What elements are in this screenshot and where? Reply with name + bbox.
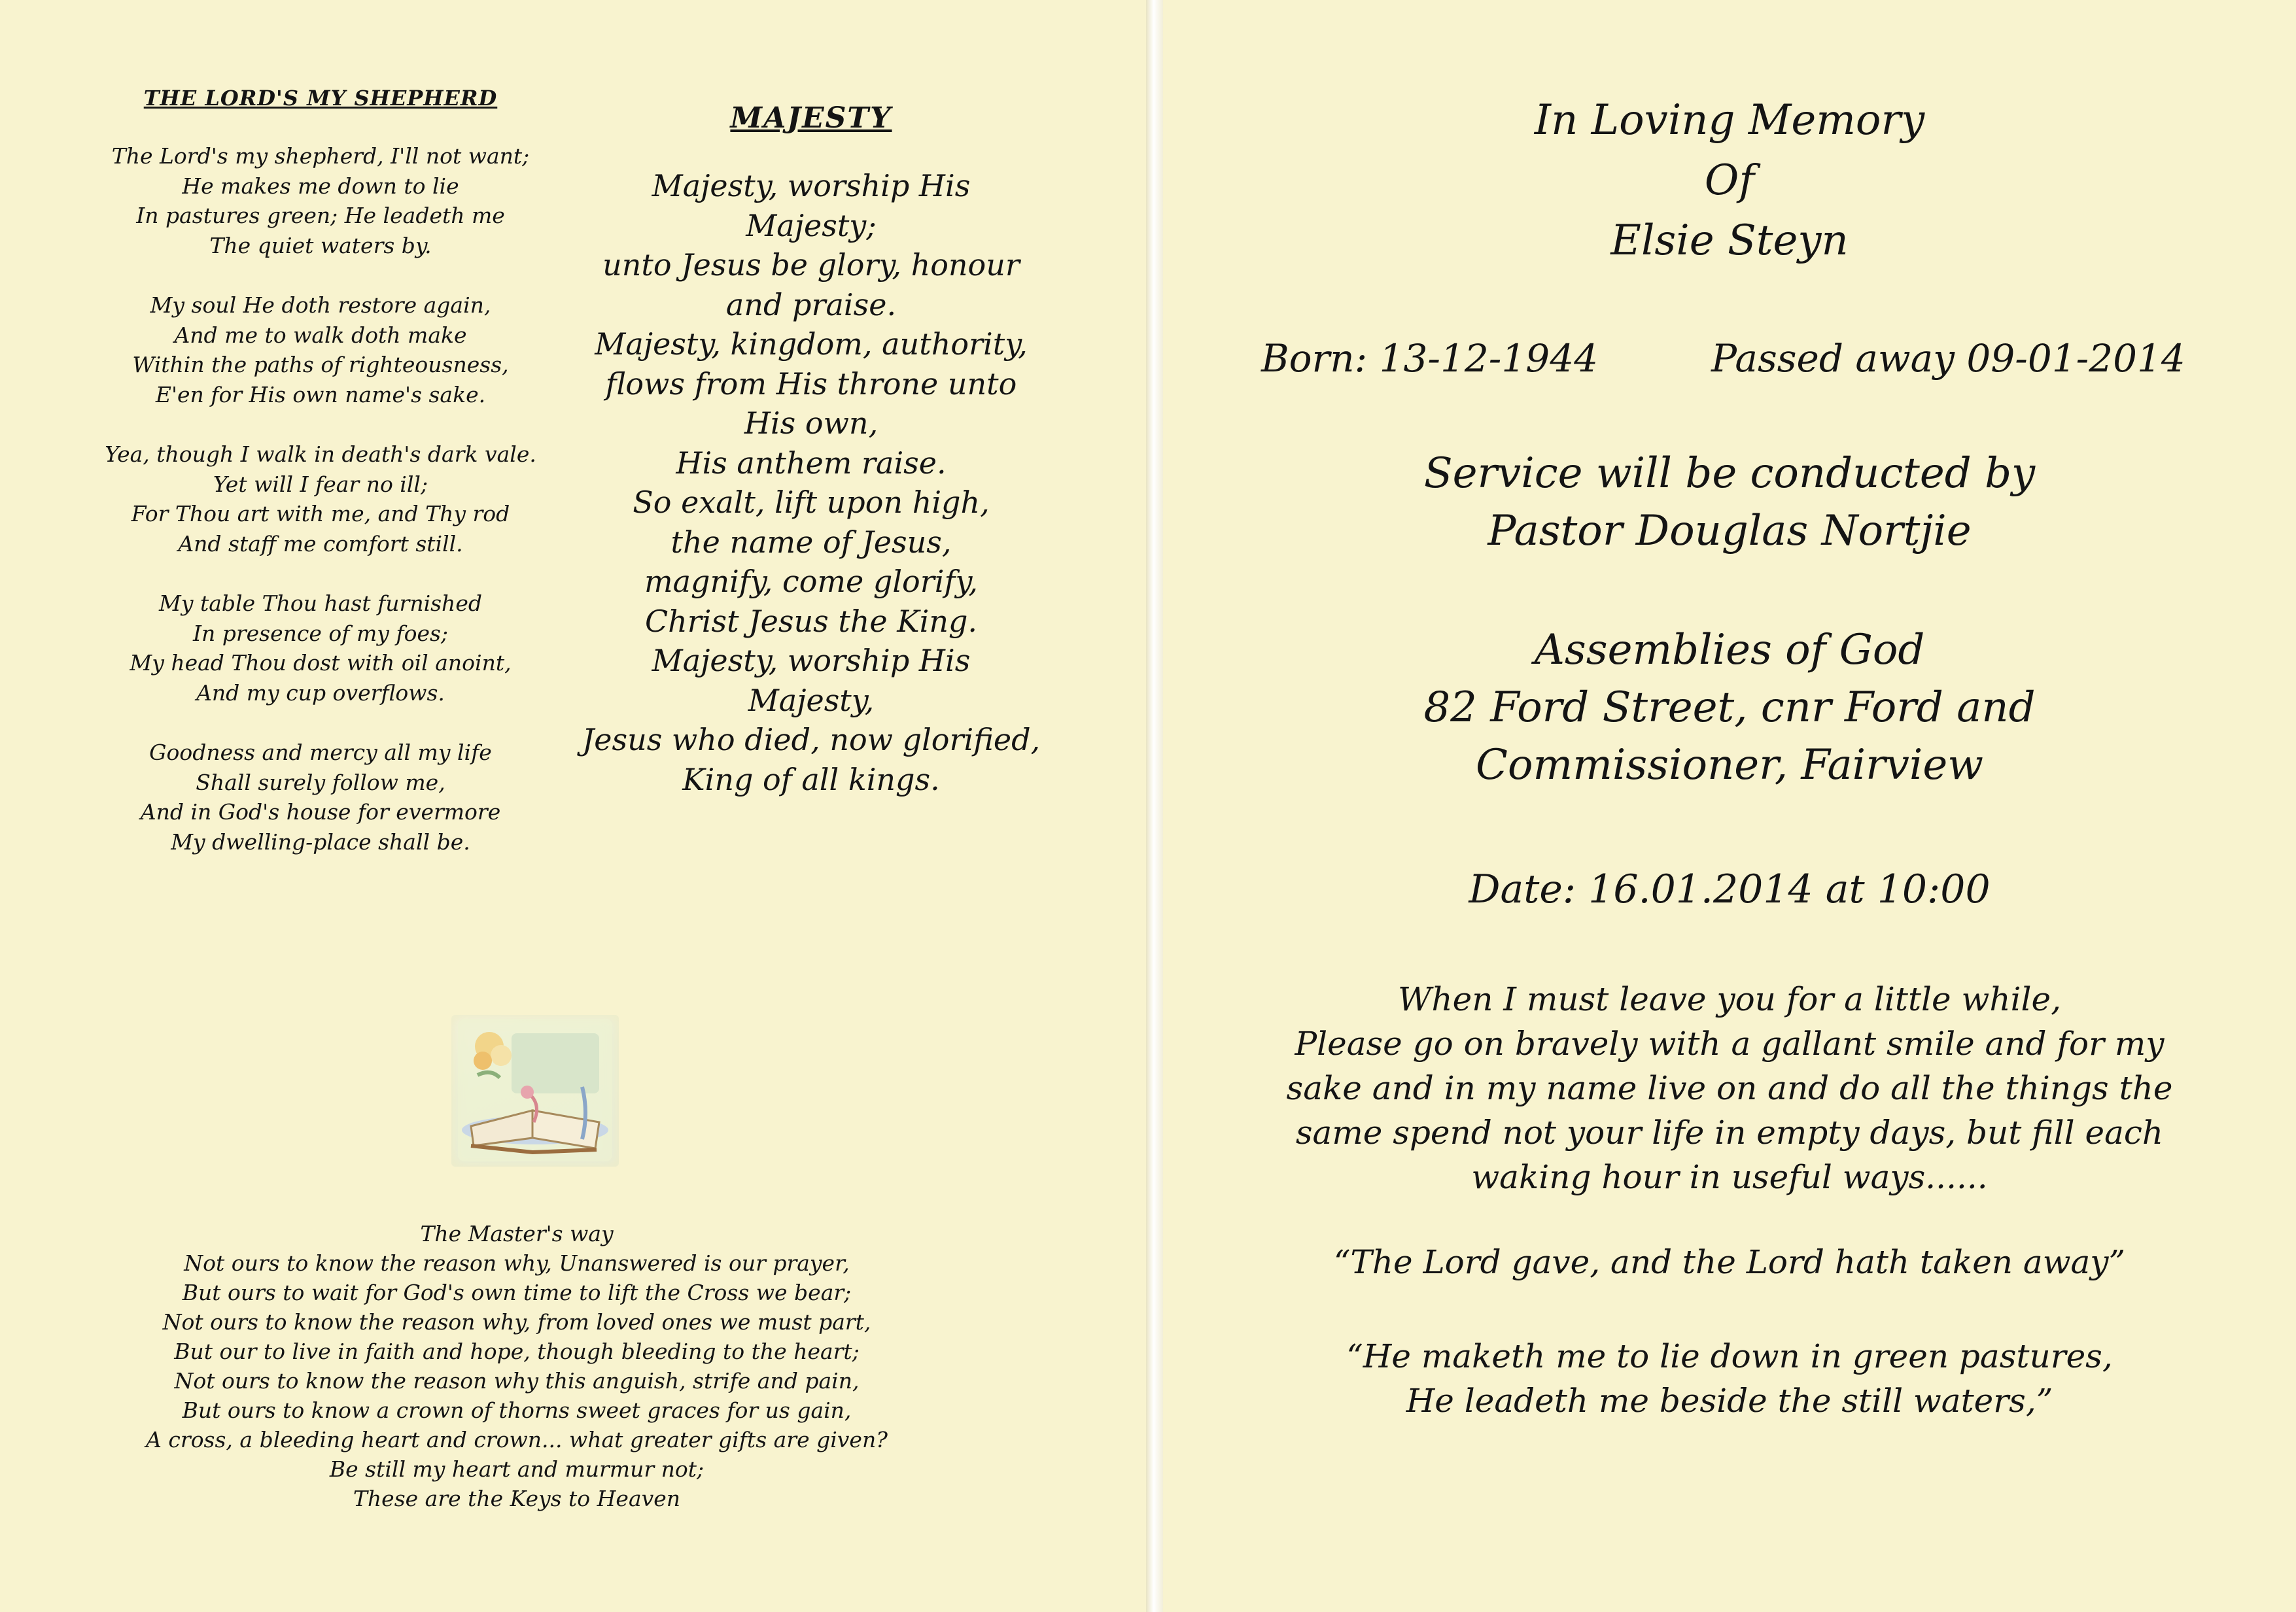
pastor-name: Pastor Douglas Nortjie — [1487, 507, 1972, 555]
psalm-line: My head Thou dost with oil anoint, — [130, 650, 512, 676]
psalm-line: My soul He doth restore again, — [150, 292, 491, 318]
psalm-lords-my-shepherd — [46, 84, 595, 887]
memorial-title-line: Of — [1704, 156, 1755, 205]
poem-line: same spend not your life in empty days, but fill each — [1295, 1114, 2164, 1152]
deceased-name: Elsie Steyn — [1610, 216, 1849, 265]
masters-way-line: Be still my heart and murmur not; — [329, 1456, 704, 1482]
psalm-title: THE LORD'S MY SHEPHERD — [143, 86, 498, 111]
psalm-line: And me to walk doth make — [174, 322, 467, 348]
life-dates — [1163, 332, 2296, 385]
psalm-line: And my cup overflows. — [196, 679, 445, 706]
poem-the-masters-way — [105, 1219, 929, 1513]
farewell-poem — [1163, 977, 2296, 1199]
majesty-line: flows from His throne unto — [605, 366, 1017, 402]
majesty-line: the name of Jesus, — [670, 524, 952, 560]
masters-way-title: The Master's way — [420, 1221, 614, 1246]
masters-way-line: A cross, a bleeding heart and crown... what greater gifts are given? — [146, 1427, 888, 1452]
masters-way-line: Not ours to know the reason why, Unanswered is our prayer, — [184, 1250, 850, 1276]
memorial-panel — [1163, 0, 2296, 1612]
majesty-line: Jesus who died, now glorified, — [582, 722, 1041, 757]
psalm-line: And in God's house for evermore — [140, 799, 501, 825]
majesty-line: and praise. — [725, 286, 897, 322]
poem-line: waking hour in useful ways...... — [1471, 1158, 1988, 1196]
quote-line: He leadeth me beside the still waters,” — [1406, 1382, 2053, 1420]
majesty-line: His anthem raise. — [676, 445, 947, 481]
psalm-line: For Thou art with me, and Thy rod — [131, 501, 510, 526]
psalm-line: Shall surely follow me, — [196, 769, 445, 795]
psalm-stanza — [46, 141, 595, 260]
church-address — [1163, 621, 2296, 794]
masters-way-line: Not ours to know the reason why, from loved ones we must part, — [162, 1309, 871, 1335]
poem-line: When I must leave you for a little while, — [1398, 980, 2061, 1018]
masters-way-line: But ours to know a crown of thorns sweet graces for us gain, — [182, 1398, 852, 1423]
born-date: Born: 13-12-1944 — [1261, 336, 1599, 381]
service-date: Date: 16.01.2014 at 10:00 — [1469, 866, 1991, 912]
majesty-line: His own, — [744, 405, 878, 441]
page-gutter — [1146, 0, 1163, 1612]
psalm-line: My dwelling-place shall be. — [171, 829, 470, 855]
quote-line: “He maketh me to lie down in green pastures, — [1346, 1337, 2113, 1375]
majesty-title: MAJESTY — [730, 101, 892, 135]
masters-way-line: But ours to wait for God's own time to lift the Cross we bear; — [182, 1280, 852, 1305]
psalm-stanza — [46, 439, 595, 558]
majesty-line: magnify, come glorify, — [644, 564, 978, 599]
psalm-line: The Lord's my shepherd, I'll not want; — [111, 143, 530, 169]
majesty-line: Majesty; — [746, 207, 877, 243]
masters-way-line: But our to live in faith and hope, though bleeding to the heart; — [174, 1339, 860, 1364]
psalm-line: Yet will I fear no ill; — [213, 471, 428, 497]
majesty-line: Majesty, worship His — [652, 643, 971, 678]
masters-way-line: These are the Keys to Heaven — [353, 1486, 681, 1511]
church-name: Assemblies of God — [1534, 626, 1925, 674]
psalm-line: In pastures green; He leadeth me — [136, 203, 505, 228]
majesty-line: Majesty, worship His — [652, 168, 971, 203]
majesty-line: King of all kings. — [682, 761, 940, 797]
address-line: Commissioner, Fairview — [1476, 741, 1983, 789]
majesty-line: Majesty, kingdom, authority, — [595, 326, 1028, 362]
psalm-line: Yea, though I walk in death's dark vale. — [105, 441, 536, 467]
open-bible-with-flowers-icon — [451, 1015, 619, 1167]
scripture-quote-psalm — [1163, 1334, 2296, 1423]
psalm-stanza — [46, 290, 595, 409]
psalm-line: The quiet waters by. — [209, 232, 432, 258]
psalm-line: In presence of my foes; — [192, 620, 449, 646]
service-officiant — [1163, 445, 2296, 560]
passed-away-date: Passed away 09-01-2014 — [1711, 336, 2185, 381]
psalm-line: My table Thou hast furnished — [159, 591, 482, 616]
majesty-line: Christ Jesus the King. — [644, 603, 978, 639]
bible-illustration — [451, 1015, 619, 1167]
psalm-stanza — [46, 589, 595, 708]
psalm-line: Within the paths of righteousness, — [132, 352, 509, 377]
poem-line: sake and in my name live on and do all the things the — [1286, 1069, 2173, 1107]
poem-line: Please go on bravely with a gallant smile and for my — [1295, 1025, 2165, 1063]
service-line: Service will be conducted by — [1423, 449, 2036, 498]
masters-way-line: Not ours to know the reason why this anguish, strife and pain, — [174, 1368, 860, 1394]
majesty-line: Majesty, — [748, 682, 875, 718]
address-line: 82 Ford Street, cnr Ford and — [1423, 683, 2036, 732]
majesty-line: So exalt, lift upon high, — [633, 485, 990, 520]
psalm-line: Goodness and mercy all my life — [149, 740, 492, 765]
psalm-line: He makes me down to lie — [182, 173, 459, 199]
memorial-title-line: In Loving Memory — [1534, 96, 1925, 145]
left-page — [0, 0, 1146, 1612]
psalm-stanza — [46, 738, 595, 857]
memorial-title — [1163, 90, 2296, 271]
majesty-line: unto Jesus be glory, honour — [602, 247, 1020, 283]
psalm-line: And staff me comfort still. — [178, 530, 463, 557]
hymn-majesty — [549, 97, 1073, 799]
psalm-line: E'en for His own name's sake. — [155, 381, 486, 407]
scripture-quote-job: “The Lord gave, and the Lord hath taken away” — [1333, 1243, 2126, 1281]
